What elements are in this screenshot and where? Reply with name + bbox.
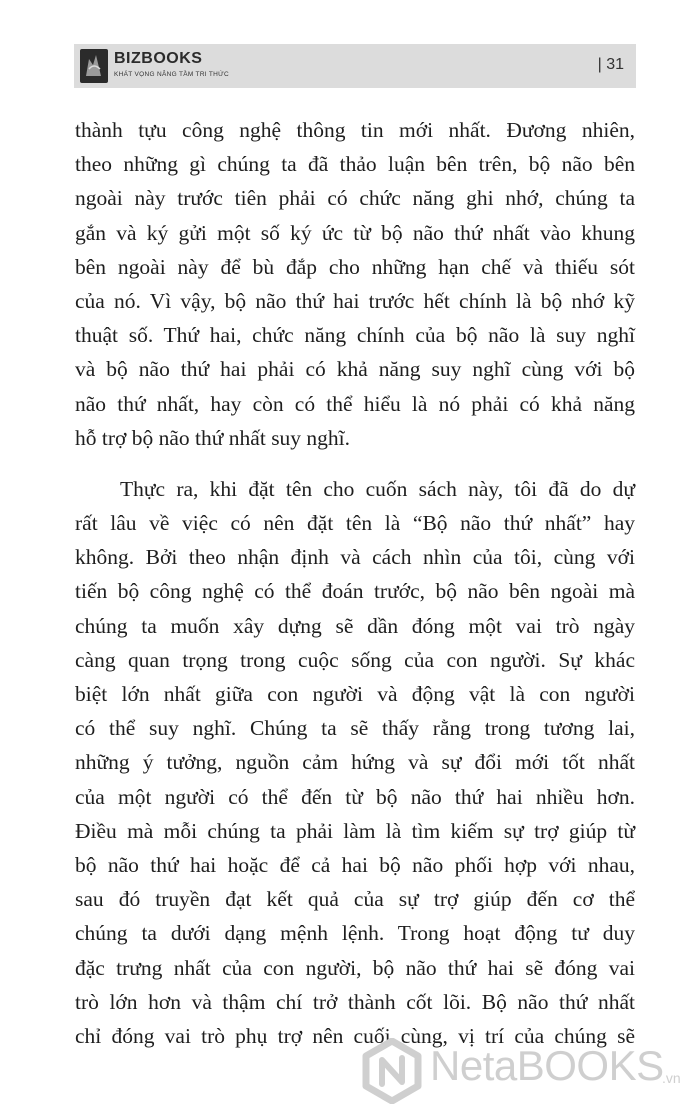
text-line: tiến bộ công nghệ có thể đoán trước, bộ não bên ngoài mà xyxy=(75,579,635,604)
text-line: thành tựu công nghệ thông tin mới nhất. Đương nhiên, xyxy=(75,118,635,142)
text-line: không. Bởi theo nhận định và cách nhìn của tôi, cùng với xyxy=(75,545,635,570)
text-line: Điều mà mỗi chúng ta phải làm là tìm kiếm sự trợ giúp từ xyxy=(75,818,635,843)
text-line: gắn và ký gửi một số ký ức từ bộ não thứ nhất vào khung xyxy=(75,220,635,245)
text-line: chúng ta muốn xây dựng sẽ dần đóng một vai trò ngày xyxy=(75,613,635,638)
text-line: bộ não thứ hai hoặc để cả hai bộ não phối hợp với nhau, xyxy=(75,852,635,877)
text-line: những ý tưởng, nguồn cảm hứng và sự đổi mới tốt nhất xyxy=(75,750,635,775)
paragraph-2 xyxy=(75,472,635,1053)
page-number: | 31 xyxy=(597,56,624,73)
neta-hexagon-icon xyxy=(362,1038,422,1109)
text-line: càng quan trọng trong cuộc sống của con người. Sự khác xyxy=(75,647,635,672)
text-line: có thể suy nghĩ. Chúng ta sẽ thấy rằng trong tương lai, xyxy=(75,716,635,741)
watermark-text: NetaBOOKS xyxy=(430,1042,664,1089)
brand-tagline: KHÁT VỌNG NÂNG TẦM TRI THỨC xyxy=(114,71,230,78)
text-line: thuật số. Thứ hai, chức năng chính của bộ não là suy nghĩ xyxy=(75,323,635,348)
bizbooks-logo-icon xyxy=(80,49,108,83)
text-line: biệt lớn nhất giữa con người và động vật là con người xyxy=(75,682,635,706)
text-line: rất lâu về việc có nên đặt tên là “Bộ não thứ nhất” hay xyxy=(75,511,635,536)
text-line: và bộ não thứ hai phải có khả năng suy nghĩ cùng với bộ xyxy=(75,357,635,382)
text-line: Thực ra, khi đặt tên cho cuốn sách này, tôi đã do dự xyxy=(120,476,635,501)
paragraph-1 xyxy=(75,113,635,455)
watermark-suffix: .vn xyxy=(662,1070,681,1086)
text-line: sau đó truyền đạt kết quả của sự trợ giúp đến cơ thể xyxy=(75,887,635,912)
text-line: của một người có thể đến từ bộ não thứ hai nhiều hơn. xyxy=(75,784,635,809)
text-line: ngoài này trước tiên phải có chức năng ghi nhớ, chúng ta xyxy=(75,186,635,211)
text-line: hỗ trợ bộ não thứ nhất suy nghĩ. xyxy=(75,425,351,450)
brand-name: BIZBOOKS xyxy=(114,50,203,67)
text-line: chúng ta dưới dạng mệnh lệnh. Trong hoạt động tư duy xyxy=(75,921,635,946)
text-line: chỉ đóng vai trò phụ trợ nên cuối cùng, vị trí của chúng sẽ xyxy=(75,1023,635,1048)
text-line: trò lớn hơn và thậm chí trở thành cốt lõi. Bộ não thứ nhất xyxy=(75,989,635,1014)
text-line: đặc trưng nhất của con người, bộ não thứ hai sẽ đóng vai xyxy=(75,955,635,980)
text-line: theo những gì chúng ta đã thảo luận bên trên, bộ não bên xyxy=(75,152,635,177)
text-line: bên ngoài này để bù đắp cho những hạn chế và thiếu sót xyxy=(75,254,635,279)
body-text xyxy=(75,113,635,1053)
text-line: của nó. Vì vậy, bộ não thứ hai trước hết chính là bộ nhớ kỹ xyxy=(75,288,635,313)
running-header xyxy=(74,44,636,88)
text-line: não thứ nhất, hay còn có thể hiểu là nó phải có khả năng xyxy=(75,391,635,416)
watermark xyxy=(362,1034,692,1110)
